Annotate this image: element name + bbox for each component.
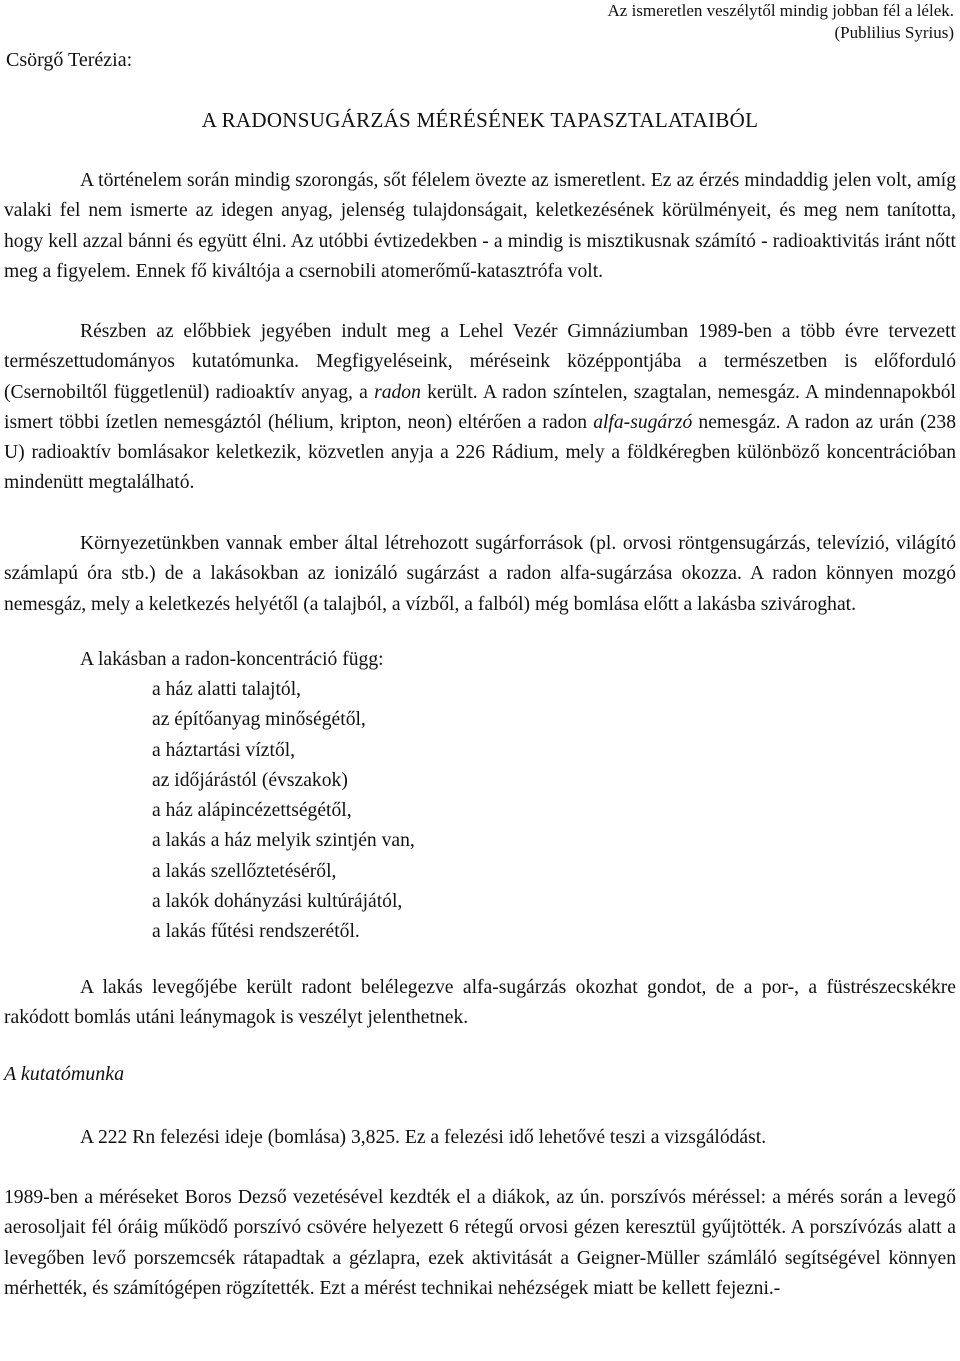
paragraph-radon	[4, 317, 956, 499]
motto-quote: Az ismeretlen veszélytől mindig jobban fél a lélek.	[607, 1, 954, 20]
list-item: a háztartási víztől,	[152, 739, 296, 761]
paragraph-radon-text-c: nemesgáz. A radon az urán (238 U) radioaktív bomlásakor keletkezik, közvetlen anyja a 226 Rádium, mely a földkéregben különböző koncentrációban mindenütt megtalálható.	[4, 411, 956, 494]
paragraph-intro: A történelem során mindig szorongás, sőt félelem övezte az ismeretlent. Ez az érzés mindaddig jelen volt, amíg valaki fel nem ismerte az idegen anyag, jelenség tulajdonságait, keletkezésének körülményeit, és meg nem tanította, hogy kell azzal bánni és együtt élni. Az utóbbi évtizedekben - a mindig is misztikusnak számító - radioaktivitás iránt nőtt meg a figyelem. Ennek fő kiváltója a csernobili atomerőmű-katasztrófa volt.	[4, 170, 956, 282]
list-item: a lakás a ház melyik szintjén van,	[152, 830, 415, 852]
paragraph-radon-text-b: került. A radon színtelen, szagtalan, nemesgáz. A mindennapokból ismert többi ízetlen nemesgáztól (hélium, kripton, neon) eltérően a radon	[4, 381, 956, 433]
paragraph-radon-text-a: Részben az előbbiek jegyében indult meg a Lehel Vezér Gimnáziumban 1989-ben a több évre tervezett természettudományos kutatómunka. Megfigyeléseink, méréseink középpontjába a természetben is előforduló (Csernobiltől függetlenül) radioaktív anyag, a	[4, 321, 956, 403]
radon-term: radon	[374, 381, 421, 403]
alfa-term: alfa-sugárzó	[593, 411, 693, 433]
paragraph-measurement: 1989-ben a méréseket Boros Dezső vezetésével kezdték el a diákok, az ún. porszívós méréssel: a mérés során a levegő aerosoljait fél óráig működő porszívó csövére helyezett 6 rétegű orvosi gézen keresztül gyűjtötték. A porszívózás alatt a levegőben levő porszemcsék rátapadtak a gézlapra, ezek aktivitását a Geigner-Müller számláló segítségével könnyen mérhették, és számítógépen rögzítették. Ezt a mérést technikai nehézségek miatt be kellett fejezni.-	[4, 1187, 956, 1299]
paragraph-sources: Környezetünkben vannak ember által létrehozott sugárforrások (pl. orvosi röntgensugárzás, televízió, világító számlapú óra stb.) de a lakásokban az ionizáló sugárzást a radon alfa-sugárzása okozza. A radon könnyen mozgó nemesgáz, mely a keletkezés helyétől (a talajból, a vízből, a falból) még bomlása előtt a lakásba szivároghat.	[4, 533, 956, 615]
paragraph-halflife: A 222 Rn felezési ideje (bomlása) 3,825. Ez a felezési idő lehetővé teszi a vizsgálódást.	[80, 1127, 767, 1148]
motto-attribution: (Publilius Syrius)	[834, 23, 954, 42]
list-item: az időjárástól (évszakok)	[152, 769, 348, 791]
list-item: a lakók dohányzási kultúrájától,	[152, 891, 403, 913]
list-item: a ház alatti talajtól,	[152, 679, 302, 700]
author-name: Csörgő Terézia:	[6, 49, 133, 71]
list-item: a lakás fűtési rendszerétől.	[152, 921, 360, 943]
factor-list	[152, 675, 415, 948]
list-item: az építőanyag minőségétől,	[152, 709, 366, 731]
paragraph-list-intro: A lakásban a radon-koncentráció függ:	[80, 649, 384, 670]
document-title: A RADONSUGÁRZÁS MÉRÉSÉNEK TAPASZTALATAIBÓL	[201, 108, 759, 132]
section-heading: A kutatómunka	[4, 1063, 125, 1085]
list-item: a ház alápincézettségétől,	[152, 800, 352, 822]
list-item: a lakás szellőztetéséről,	[152, 860, 337, 882]
paragraph-inhalation: A lakás levegőjébe került radont belélegezve alfa-sugárzás okozhat gondot, de a por-, a füstrészecskékre rakódott bomlás utáni leánymagok is veszélyt jelenthetnek.	[4, 977, 956, 1029]
